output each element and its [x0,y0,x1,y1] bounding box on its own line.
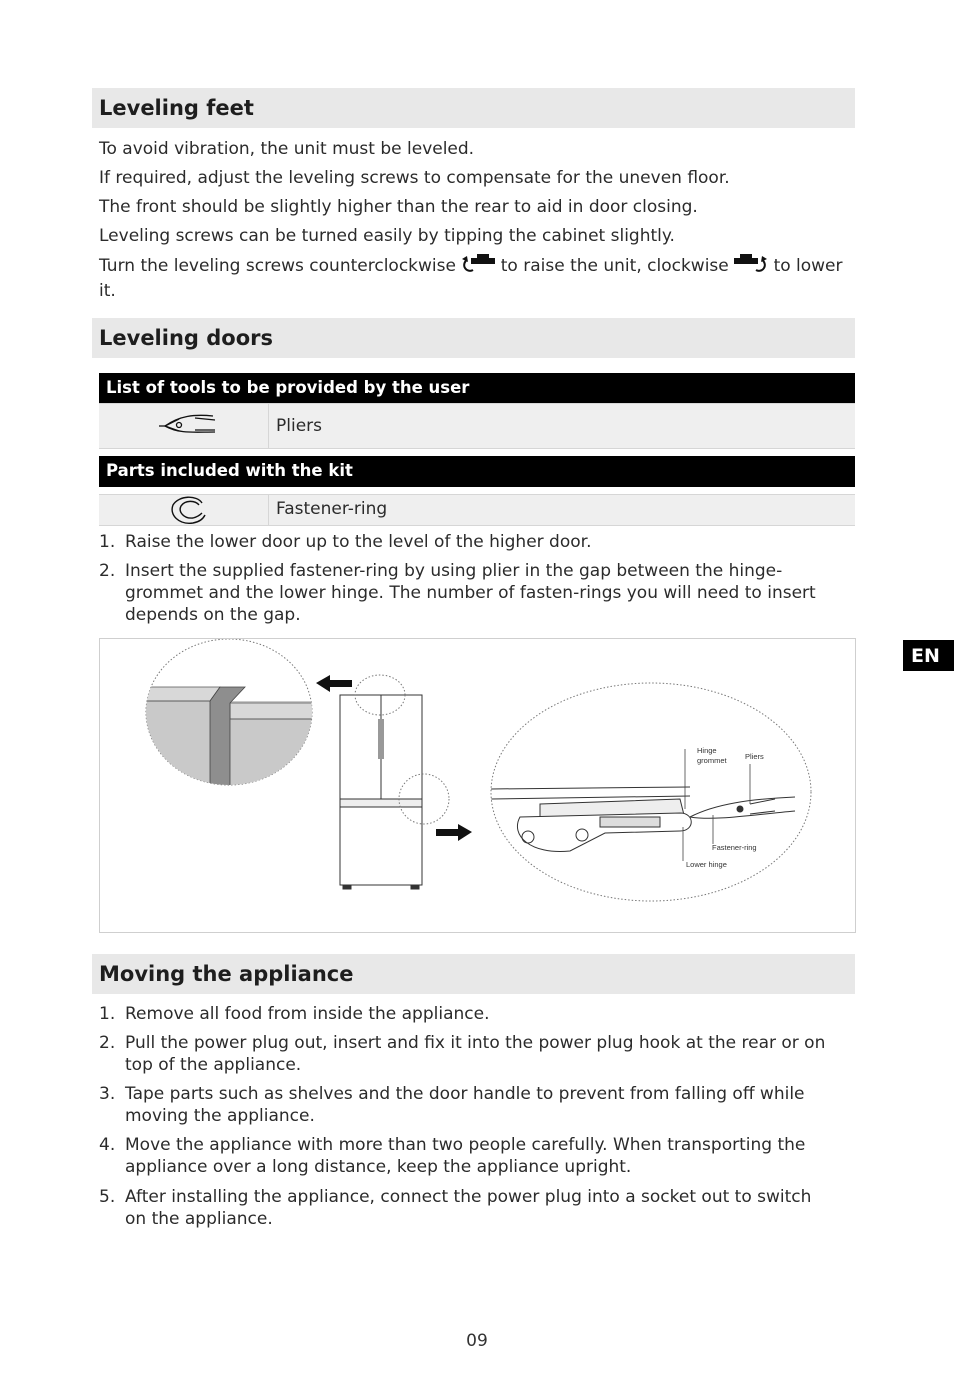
hinge-detail [490,683,811,901]
paragraph-text: Turn the leveling screws counterclockwise [99,256,456,276]
section-title: Leveling doors [99,326,273,350]
parts-table-header [99,456,855,487]
paragraph-text: to lower it. [99,256,843,301]
figure-illustration [100,639,855,932]
list-number: 1. [99,1004,116,1024]
list-text: Pull the power plug out, insert and fix it into the power plug hook at the rear or on top of the appliance. [125,1033,826,1075]
right-arrow-icon [436,824,472,841]
left-arrow-icon [316,675,352,692]
paragraph: To avoid vibration, the unit must be leveled. [99,139,475,159]
page-number: 09 [466,1331,488,1351]
paragraph-text: to raise the unit, clockwise [500,256,729,276]
list-text: Remove all food from inside the appliance. [125,1004,490,1024]
fastener-ring-label: Fastener-ring [712,843,757,852]
section-header-leveling-feet [92,88,855,128]
tools-table-header [99,373,855,403]
list-number: 4. [99,1135,116,1155]
door-gap-detail [140,639,320,801]
parts-table-row [99,494,855,526]
list-text: Raise the lower door up to the level of the higher door. [125,532,592,552]
pliers-label: Pliers [745,752,764,761]
tool-label: Pliers [276,416,323,436]
paragraph-turn-screws [99,254,855,302]
list-text: After installing the appliance, connect the power plug into a socket out to switch on the appliance. [125,1187,812,1229]
section-title: Moving the appliance [99,962,354,986]
list-number: 5. [99,1187,116,1207]
lower-hinge-label: Lower hinge [686,860,727,869]
list-text: Move the appliance with more than two people carefully. When transporting the appliance over a long distance, keep the appliance upright. [125,1135,806,1177]
hinge-grommet-label: Hinge [697,746,717,755]
counterclockwise-icon [461,254,495,280]
tools-table-header-text: List of tools to be provided by the user [106,378,470,397]
paragraph: If required, adjust the leveling screws to compensate for the uneven floor. [99,168,730,188]
parts-table-header-text: Parts included with the kit [106,461,353,480]
list-number: 2. [99,561,116,581]
list-number: 1. [99,532,116,552]
paragraph: Leveling screws can be turned easily by tipping the cabinet slightly. [99,226,675,246]
clockwise-icon [734,254,768,280]
section-title: Leveling feet [99,96,254,120]
refrigerator-drawing [340,675,449,889]
list-text: Insert the supplied fastener-ring by using plier in the gap between the hinge-grommet and the lower hinge. The number of fasten-rings you will need to insert depends on the gap. [125,561,816,625]
language-tab [903,640,954,671]
tools-table-row [99,403,855,449]
list-text: Tape parts such as shelves and the door handle to prevent from falling off while moving the appliance. [125,1084,805,1126]
list-number: 3. [99,1084,116,1104]
hinge-grommet-label: grommet [697,756,727,765]
paragraph: The front should be slightly higher than the rear to aid in door closing. [99,197,698,217]
list-number: 2. [99,1033,116,1053]
fastener-ring-icon [99,495,269,525]
part-label: Fastener-ring [276,499,388,519]
pliers-icon [99,404,269,448]
hinge-adjustment-figure [99,638,856,933]
language-tab-text: EN [911,645,940,667]
section-header-leveling-doors [92,318,855,358]
section-header-moving [92,954,855,994]
